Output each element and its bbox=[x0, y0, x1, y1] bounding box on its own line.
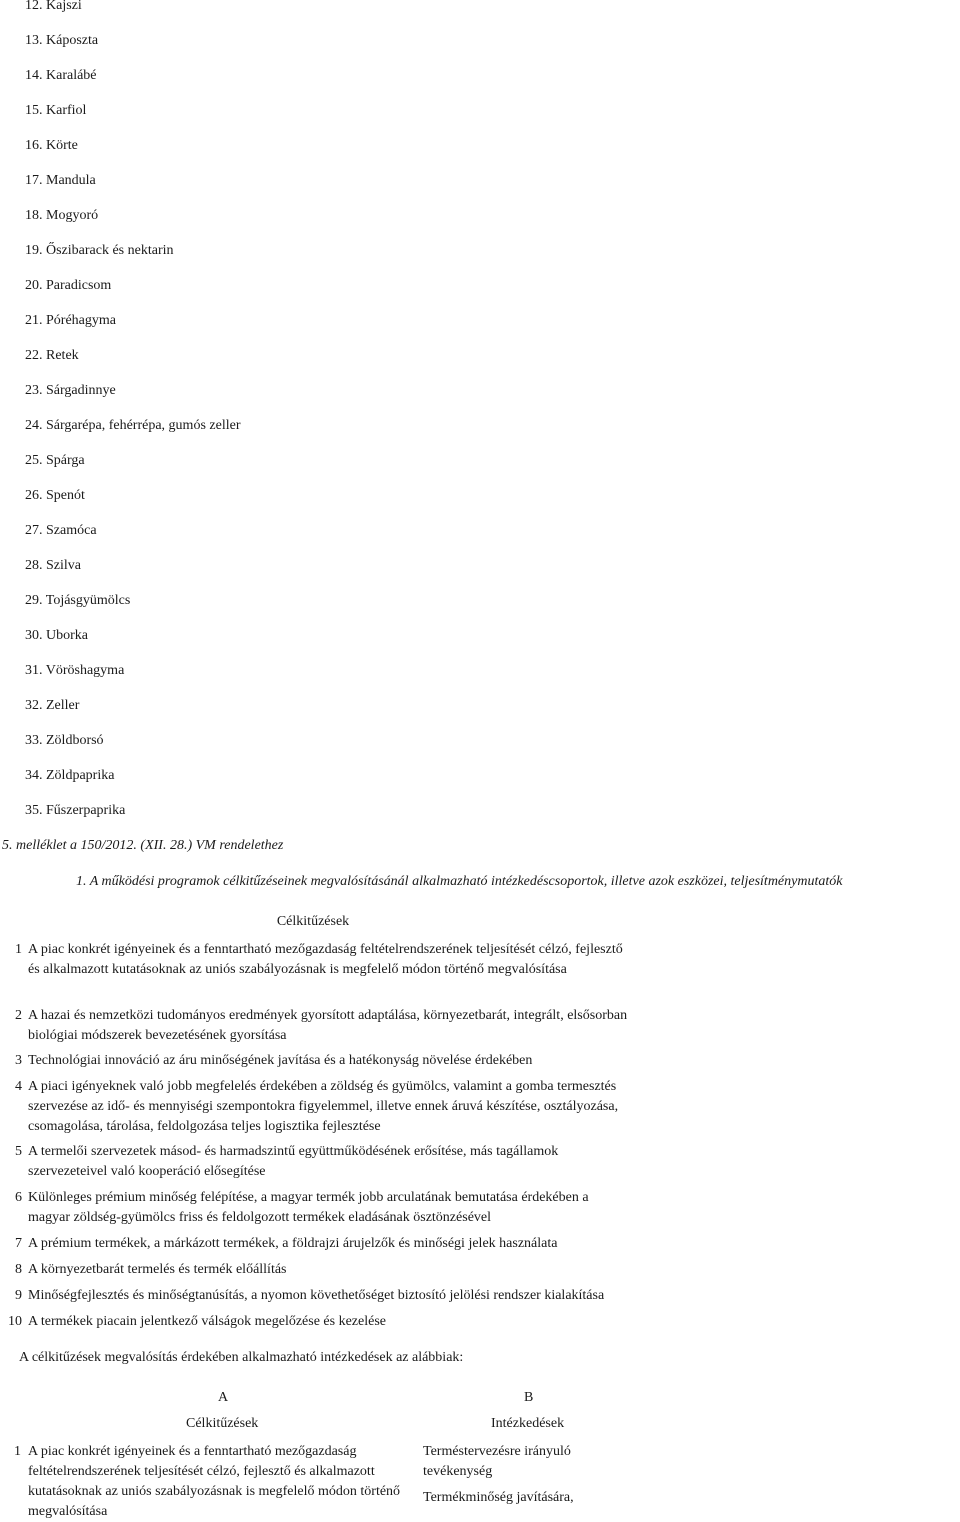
column-letter-a: A bbox=[218, 1390, 229, 1405]
row-text: Különleges prémium minőség felépítése, a magyar termék jobb arculatának bemutatása érdekében a magyar zöldség-gyümölcs friss és feldolgozott termékek eladásának ösztönzésével bbox=[28, 1190, 589, 1225]
list-item: 32. Zeller bbox=[25, 698, 80, 713]
row-measure: Terméstervezésre irányuló tevékenység bbox=[423, 1444, 571, 1479]
list-item: 17. Mandula bbox=[25, 173, 96, 188]
list-item: 14. Karalábé bbox=[25, 68, 97, 83]
row-text: A termékek piacain jelentkező válságok megelőzése és kezelése bbox=[28, 1314, 386, 1329]
row-text: A hazai és nemzetközi tudományos eredmények gyorsított adaptálása, környezetbarát, integrált, elsősorban biológiai módszerek bevezetésének gyorsítása bbox=[28, 1008, 628, 1043]
row-text: Minőségfejlesztés és minőségtanúsítás, a nyomon követhetőséget biztosító jelölési rendszer kialakítása bbox=[28, 1288, 605, 1303]
row-text: A piaci igényeknek való jobb megfelelés érdekében a zöldség és gyümölcs, valamint a gomba termesztés szervezése az idő- és mennyiségi szempontokra figyelemmel, illetve ennek áruvá készítése, osztályozása, csomagolása, tárolása, feldolgozása teljes logisztika fejlesztése bbox=[28, 1079, 619, 1134]
row-measure: Termékminőség javítására, bbox=[423, 1490, 574, 1505]
list-item: 30. Uborka bbox=[25, 628, 88, 643]
list-item: 21. Póréhagyma bbox=[25, 313, 116, 328]
row-number: 5 bbox=[15, 1144, 22, 1159]
list-item: 24. Sárgarépa, fehérrépa, gumós zeller bbox=[25, 418, 241, 433]
list-item: 23. Sárgadinnye bbox=[25, 383, 116, 398]
row-number: 9 bbox=[15, 1288, 22, 1303]
list-item: 35. Fűszerpaprika bbox=[25, 803, 126, 818]
list-item: 31. Vöröshagyma bbox=[25, 663, 125, 678]
list-item: 25. Spárga bbox=[25, 453, 85, 468]
row-number: 3 bbox=[15, 1053, 22, 1068]
list-item: 20. Paradicsom bbox=[25, 278, 112, 293]
row-number: 8 bbox=[15, 1262, 22, 1277]
list-item: 15. Karfiol bbox=[25, 103, 87, 118]
list-item: 12. Kajszi bbox=[25, 0, 82, 13]
list-item: 29. Tojásgyümölcs bbox=[25, 593, 131, 608]
row-text: A termelői szervezetek másod- és harmadszintű együttműködésének erősítése, más tagállamok szervezeteivel való kooperáció elősegítése bbox=[28, 1144, 559, 1179]
list-item: 26. Spenót bbox=[25, 488, 85, 503]
annex-heading: 5. melléklet a 150/2012. (XII. 28.) VM rendelethez bbox=[2, 838, 284, 853]
row-number: 1 bbox=[14, 1444, 21, 1459]
list-item: 19. Őszibarack és nektarin bbox=[25, 243, 174, 258]
list-item: 33. Zöldborsó bbox=[25, 733, 104, 748]
list-item: 13. Káposzta bbox=[25, 33, 99, 48]
list-item: 22. Retek bbox=[25, 348, 79, 363]
list-item: 16. Körte bbox=[25, 138, 78, 153]
row-number: 10 bbox=[8, 1314, 22, 1329]
row-number: 6 bbox=[15, 1190, 22, 1205]
list-item: 28. Szilva bbox=[25, 558, 81, 573]
list-item: 34. Zöldpaprika bbox=[25, 768, 115, 783]
list-item: 27. Szamóca bbox=[25, 523, 97, 538]
row-objective: A piac konkrét igényeinek és a fenntartható mezőgazdaság feltételrendszerének teljesítését célzó, fejlesztő és alkalmazott kutatásoknak az uniós szabályozásnak is megfelelő módon történő megvalósítása bbox=[28, 1444, 401, 1519]
row-text: A környezetbarát termelés és termék előállítás bbox=[28, 1262, 287, 1277]
row-number: 7 bbox=[15, 1236, 22, 1251]
row-text: Technológiai innováció az áru minőségének javítása és a hatékonyság növelése érdekében bbox=[28, 1053, 533, 1068]
section-heading: 1. A működési programok célkitűzéseinek megvalósításánál alkalmazható intézkedéscsoportok, illetve azok eszközei, teljesítménymutatók bbox=[76, 874, 843, 889]
row-text: A piac konkrét igényeinek és a fenntartható mezőgazdaság feltételrendszerének teljesítését célzó, fejlesztő és alkalmazott kutatásoknak az uniós szabályozásnak is megfelelő módon történő megvalósítása bbox=[28, 942, 623, 977]
column-letter-b: B bbox=[524, 1390, 534, 1405]
row-number: 4 bbox=[15, 1079, 22, 1094]
list-item: 18. Mogyoró bbox=[25, 208, 99, 223]
row-number: 1 bbox=[15, 942, 22, 957]
row-number: 2 bbox=[15, 1008, 22, 1023]
intro-text: A célkitűzések megvalósítás érdekében alkalmazható intézkedések az alábbiak: bbox=[19, 1350, 464, 1365]
column-header-objectives: Célkitűzések bbox=[186, 1416, 259, 1431]
column-header-measures: Intézkedések bbox=[491, 1416, 565, 1431]
row-text: A prémium termékek, a márkázott termékek, a földrajzi árujelzők és minőségi jelek használata bbox=[28, 1236, 558, 1251]
objectives-header: Célkitűzések bbox=[276, 914, 350, 929]
